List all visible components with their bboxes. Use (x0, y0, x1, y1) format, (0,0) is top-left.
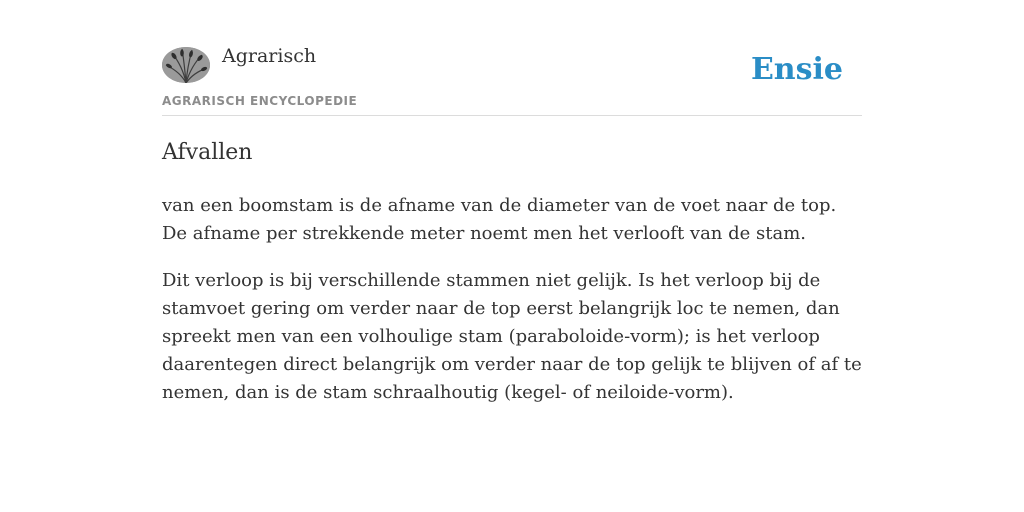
article-body (162, 192, 862, 426)
content-container (162, 0, 862, 403)
source-name-link[interactable]: Agrarisch (222, 45, 317, 67)
wheat-icon (162, 47, 210, 83)
article-paragraph: Dit verloop is bij verschillende stammen niet gelijk. Is het verloop bij de stamvoet gering om verder naar de top eerst belangrijk loc te nemen, dan spreekt men van een volhoulige stam (paraboloide-vorm); is het verloop daarentegen direct belangrijk om verder naar de top gelijk te blijven of af te nemen, dan is de stam schraalhoutig (kegel- of neiloide-vorm). (162, 270, 862, 403)
brand-logo-link[interactable]: Ensie (750, 52, 843, 87)
article-title: Afvallen (162, 140, 253, 165)
header (162, 0, 862, 116)
source-logo[interactable] (162, 47, 210, 83)
article-paragraph: van een boomstam is de afname van de diameter van de voet naar de top. De afname per strekkende meter noemt men het verlooft van de stam. (162, 195, 837, 244)
source-subtitle: AGRARISCH ENCYCLOPEDIE (162, 94, 358, 108)
